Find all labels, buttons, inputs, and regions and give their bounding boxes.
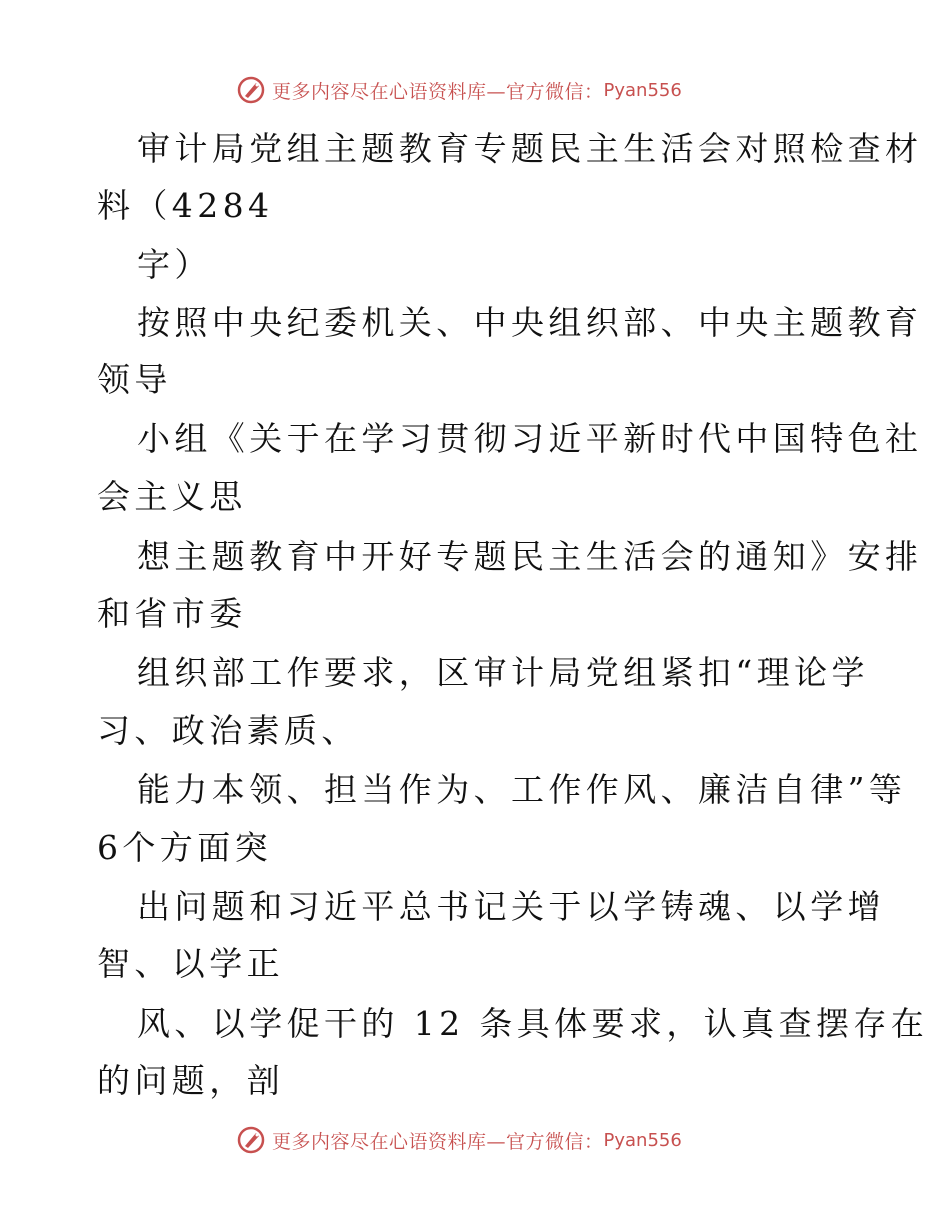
header-watermark (236, 73, 682, 107)
body-line: 能力本领、担当作为、工作作风、廉洁自律”等 (137, 770, 907, 809)
body-line: 组织部工作要求，区审计局党组紧扣“理论学 (137, 653, 869, 692)
pen-nib-logo-icon (236, 75, 266, 105)
body-line: 会主义思 (97, 477, 247, 516)
body-line: 风、以学促干的 12 条具体要求，认真查摆存在 (137, 1004, 929, 1043)
body-line: 出问题和习近平总书记关于以学铸魂、以学增 (137, 887, 885, 926)
body-line: 6个方面突 (97, 828, 272, 867)
body-line: 智、以学正 (97, 944, 284, 983)
watermark-wechat-id: Pyan556 (603, 79, 682, 101)
body-line: 小组《关于在学习贯彻习近平新时代中国特色社 (137, 419, 923, 458)
body-line: 审计局党组主题教育专题民主生活会对照检查材 (137, 129, 923, 168)
watermark-text: 更多内容尽在心语资料库—官方微信： (272, 80, 604, 103)
body-line: 和省市委 (97, 594, 247, 633)
body-line: 想主题教育中开好专题民主生活会的通知》安排 (137, 537, 923, 576)
body-line: 的问题，剖 (97, 1061, 284, 1100)
watermark-text: 更多内容尽在心语资料库—官方微信： (272, 1130, 604, 1153)
pen-nib-logo-icon (236, 1125, 266, 1155)
body-line: 领导 (97, 360, 172, 399)
body-line: 料（4284 (97, 186, 274, 225)
body-line: 按照中央纪委机关、中央组织部、中央主题教育 (137, 303, 923, 342)
body-line: 习、政治素质、 (97, 711, 359, 750)
body-line: 字） (137, 245, 212, 284)
watermark-wechat-id: Pyan556 (603, 1129, 682, 1151)
footer-watermark (236, 1123, 682, 1157)
